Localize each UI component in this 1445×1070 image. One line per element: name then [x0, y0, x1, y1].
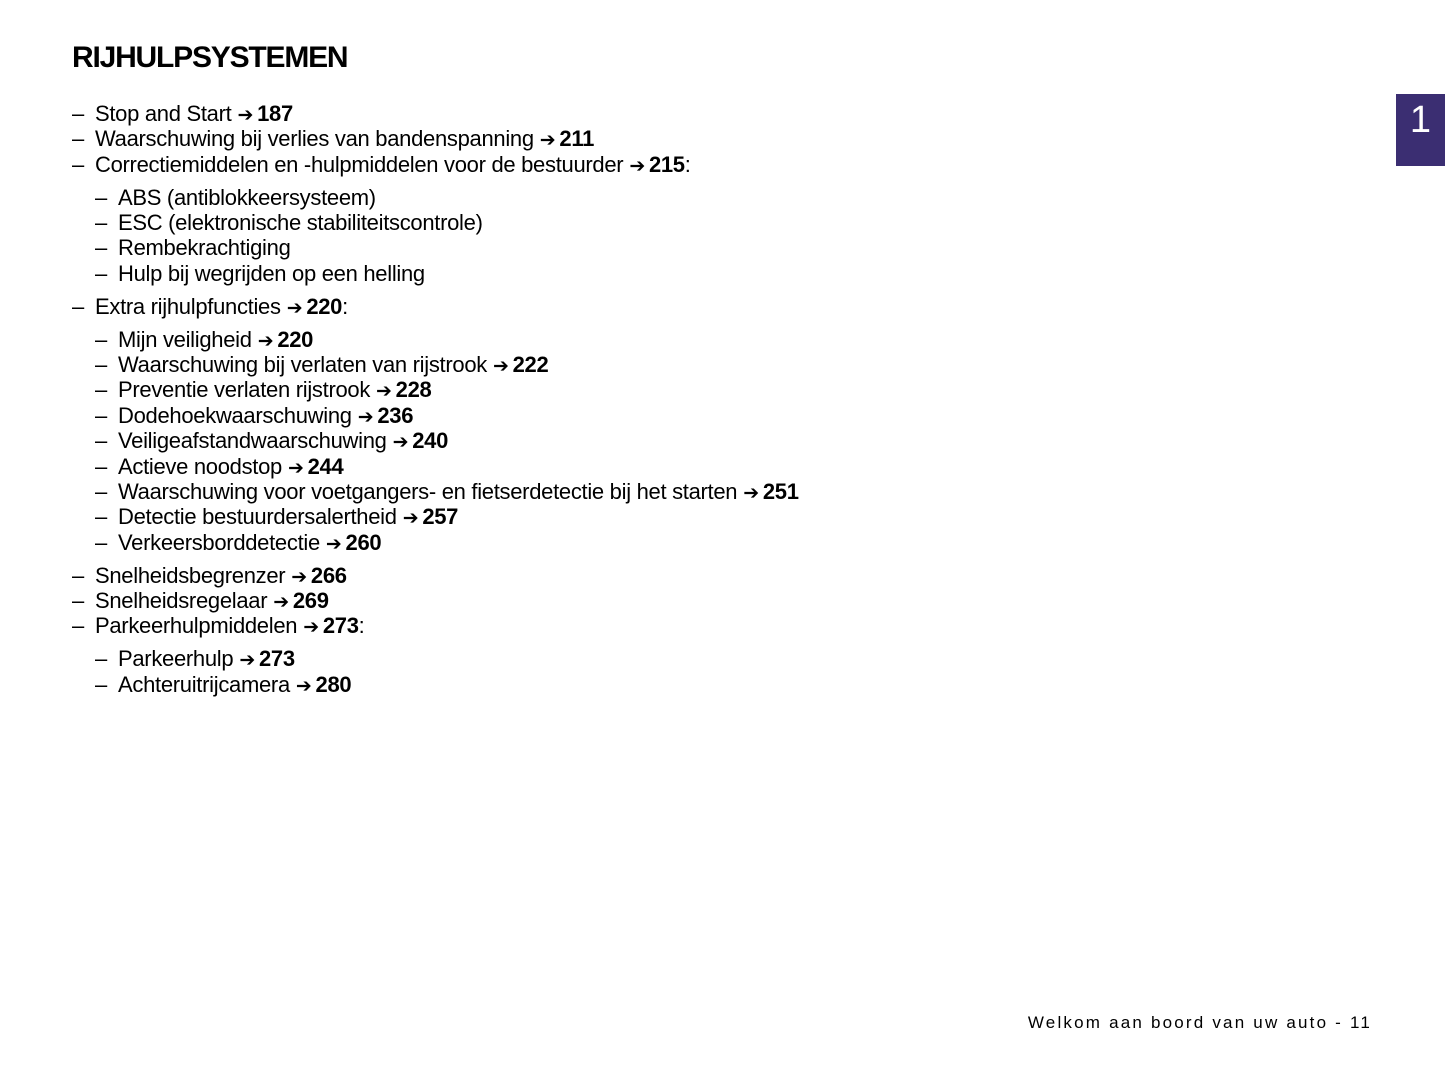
arrow-icon: ➔ [273, 592, 289, 614]
page-ref: 251 [762, 478, 799, 504]
arrow-icon: ➔ [402, 508, 419, 530]
list-dash: – [95, 352, 107, 378]
page-ref: 222 [512, 352, 549, 378]
arrow-icon: ➔ [286, 297, 303, 319]
page-ref: 187 [257, 101, 293, 126]
toc-subentry-abs [72, 185, 799, 210]
entry-text: ABS (antiblokkeersysteem) [118, 184, 376, 210]
list-dash: – [95, 210, 107, 236]
entry-text: Correctiemiddelen en -hulpmiddelen voor de bestuurder [95, 151, 624, 177]
toc-subentry-actieve-noodstop[interactable] [72, 454, 799, 479]
page-ref: 228 [395, 377, 432, 403]
page-footer: Welkom aan boord van uw auto - 11 [1027, 1013, 1372, 1032]
entry-text: Mijn veiligheid [118, 326, 252, 352]
list-dash: – [72, 126, 84, 152]
entry-text: Achteruitrijcamera [118, 671, 290, 697]
entry-text: Waarschuwing voor voetgangers- en fietserdetectie bij het starten [118, 478, 738, 504]
page-ref: 273 [322, 613, 359, 639]
arrow-icon: ➔ [239, 650, 255, 672]
entry-text: Actieve noodstop [118, 453, 282, 479]
entry-text: Waarschuwing bij verlies van bandenspanning [95, 126, 534, 152]
arrow-icon: ➔ [325, 533, 342, 555]
arrow-icon: ➔ [492, 356, 509, 378]
toc-entry-snelheidsbegrenzer[interactable] [72, 563, 799, 588]
entry-suffix: : [342, 293, 348, 319]
page-ref: 260 [345, 529, 382, 555]
list-dash: – [95, 235, 107, 261]
list-dash: – [95, 326, 107, 352]
entry-text: Hulp bij wegrijden op een helling [118, 260, 425, 286]
arrow-icon: ➔ [287, 457, 304, 479]
toc-subentry-esc [72, 210, 799, 235]
entry-suffix: : [684, 151, 691, 177]
list-dash: – [72, 293, 84, 319]
entry-text: Verkeersborddetectie [118, 529, 320, 555]
page-ref: 266 [310, 562, 347, 588]
arrow-icon: ➔ [303, 617, 319, 639]
entry-text: Veiligeafstandwaarschuwing [118, 428, 387, 454]
arrow-icon: ➔ [392, 432, 409, 454]
list-dash: – [72, 562, 84, 588]
entry-text: Dodehoekwaarschuwing [118, 402, 352, 428]
toc-entry-correctiemiddelen[interactable] [72, 152, 799, 177]
arrow-icon: ➔ [257, 330, 274, 352]
toc-entry-extra-rijhulpfuncties[interactable] [72, 294, 799, 319]
page-ref: 215 [648, 151, 685, 177]
arrow-icon: ➔ [539, 130, 556, 152]
toc-subentry-preventie-rijstrook[interactable] [72, 377, 799, 402]
list-dash: – [95, 671, 107, 697]
list-dash: – [72, 151, 84, 177]
toc-subentry-verkeersborddetectie[interactable] [72, 530, 799, 555]
entry-text: Rembekrachtiging [118, 235, 291, 261]
page-ref: 273 [258, 646, 295, 672]
page-ref: 280 [315, 671, 352, 697]
arrow-icon: ➔ [376, 381, 392, 403]
page-ref: 240 [412, 428, 449, 454]
list-dash: – [72, 588, 84, 614]
toc-subentry-mijn-veiligheid[interactable] [72, 327, 799, 352]
list-dash: – [95, 453, 107, 479]
entry-text: Parkeerhulp [118, 646, 234, 672]
list-dash: – [95, 184, 107, 210]
entry-text: Preventie verlaten rijstrook [118, 377, 371, 403]
list-dash: – [95, 646, 107, 672]
entry-text: Snelheidsregelaar [95, 588, 268, 614]
entry-suffix: : [358, 613, 365, 639]
toc-entry-parkeerhulpmiddelen[interactable] [72, 613, 799, 638]
entry-text: Waarschuwing bij verlaten van rijstrook [118, 352, 487, 378]
arrow-icon: ➔ [629, 155, 645, 177]
toc-entry-stop-and-start[interactable] [72, 101, 799, 126]
page-title: RIJHULPSYSTEMEN [72, 41, 348, 74]
toc-entry-bandenspanning[interactable] [72, 126, 799, 151]
list-dash: – [72, 101, 84, 126]
page-ref: 211 [559, 126, 594, 152]
toc-subentry-dodehoek[interactable] [72, 403, 799, 428]
toc-subentry-achteruitrijcamera[interactable] [72, 672, 799, 697]
toc-subentry-parkeerhulp[interactable] [72, 646, 799, 671]
list-dash: – [95, 529, 107, 555]
arrow-icon: ➔ [743, 482, 759, 504]
list-dash: – [95, 377, 107, 403]
entry-text: Parkeerhulpmiddelen [95, 613, 298, 639]
arrow-icon: ➔ [357, 406, 374, 428]
list-dash: – [95, 260, 107, 286]
chapter-tab: 1 [1396, 94, 1445, 166]
entry-text: Detectie bestuurdersalertheid [118, 504, 397, 530]
arrow-icon: ➔ [291, 566, 307, 588]
list-dash: – [95, 402, 107, 428]
arrow-icon: ➔ [295, 675, 312, 697]
entry-text: Snelheidsbegrenzer [95, 562, 286, 588]
list-dash: – [95, 478, 107, 504]
page-ref: 257 [422, 504, 459, 530]
toc-entry-snelheidsregelaar[interactable] [72, 588, 799, 613]
list-dash: – [95, 428, 107, 454]
page-ref: 236 [377, 402, 414, 428]
toc-subentry-voetgangersdetectie[interactable] [72, 479, 799, 504]
toc-subentry-hulp-wegrijden [72, 261, 799, 286]
entry-text: ESC (elektronische stabiliteitscontrole) [118, 210, 483, 236]
arrow-icon: ➔ [237, 105, 254, 126]
toc-list [72, 101, 799, 697]
list-dash: – [72, 613, 84, 639]
toc-subentry-verlaten-rijstrook[interactable] [72, 352, 799, 377]
list-dash: – [95, 504, 107, 530]
toc-subentry-afstandwaarschuwing[interactable] [72, 428, 799, 453]
page-ref: 220 [306, 293, 343, 319]
toc-subentry-bestuurdersalertheid[interactable] [72, 504, 799, 529]
page-ref: 244 [307, 453, 344, 479]
entry-text: Extra rijhulpfuncties [95, 293, 281, 319]
entry-text: Stop and Start [95, 101, 232, 126]
toc-subentry-rembekrachtiging [72, 235, 799, 260]
page-ref: 269 [292, 588, 329, 614]
page-ref: 220 [277, 326, 314, 352]
